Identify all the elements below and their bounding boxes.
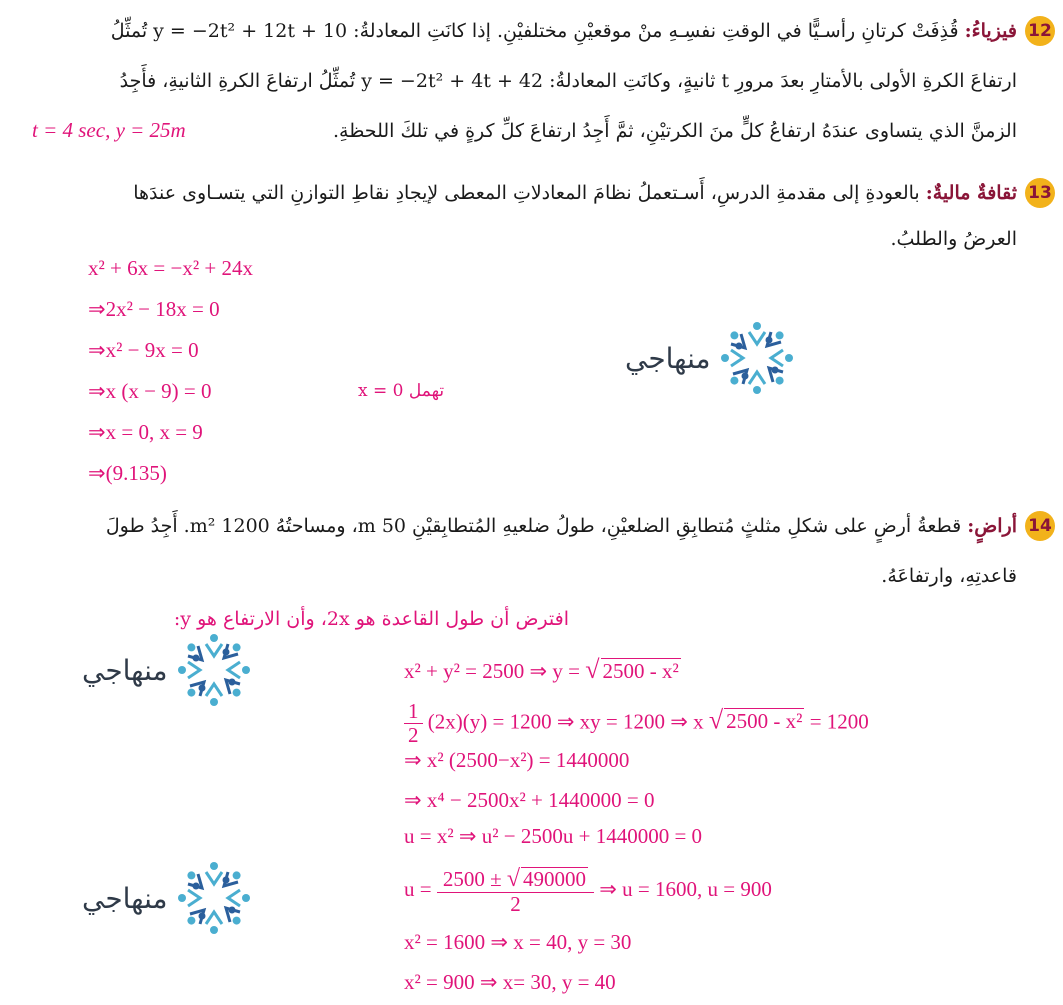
solution-note: تهمل x = 0 — [358, 381, 445, 401]
question-label: ثقافةٌ ماليةٌ: — [925, 182, 1017, 204]
numerator: 1 — [404, 700, 423, 724]
question-13-line-1 — [14, 182, 1017, 204]
brand-logo — [625, 318, 797, 398]
sqrt-icon: √ — [708, 705, 724, 735]
solution-step: x² = 1600 ⇒ x = 40, y = 30 — [404, 930, 632, 954]
solution-step: ⇒(9.135) — [88, 461, 167, 485]
logo-text: منهاجي — [82, 881, 168, 915]
logo-text: منهاجي — [625, 341, 711, 375]
denominator: 2 — [510, 892, 521, 917]
solution-step: u = x² ⇒ u² − 2500u + 1440000 = 0 — [404, 824, 703, 848]
step-text: ⇒ u = 1600, u = 900 — [599, 877, 772, 902]
fraction — [437, 866, 594, 916]
question-14-line-2: قاعدتِهِ، وارتفاعَهُ. — [881, 565, 1017, 587]
step-text: x² + y² = 2500 ⇒ y = — [404, 659, 580, 683]
solution-step — [404, 700, 869, 747]
denominator: 2 — [408, 723, 419, 748]
flower-logo-icon — [174, 630, 254, 710]
question-label: فيزياءُ: — [964, 20, 1017, 42]
question-12-line-2: ارتفاعَ الكرةِ الأولى بالأمتارِ بعدَ مرورِ t ثانيةٍ، وكانَتِ المعادلةُ: y = −2t² + 4t + 42 تُمثِّلُ ارتفاعَ الكرةِ الثانيةِ، فأَجِدُ — [119, 70, 1017, 92]
question-number-badge: 13 — [1025, 178, 1055, 208]
question-number-badge: 14 — [1025, 511, 1055, 541]
step-text: = 1200 — [809, 709, 869, 734]
sqrt-icon: √ — [585, 655, 600, 684]
solution-step: ⇒x = 0, x = 9 — [88, 420, 203, 444]
solution-step: ⇒ x⁴ − 2500x² + 1440000 = 0 — [404, 788, 655, 812]
radicand: 2500 - x² — [602, 659, 679, 683]
solution-assumption: افترض أن طول القاعدة هو 2x، وأن الارتفاع هو y: — [173, 608, 569, 630]
solution-step: ⇒ x² (2500−x²) = 1440000 — [404, 748, 630, 772]
question-13-line-2: العرضُ والطلبُ. — [890, 228, 1017, 250]
solution-step — [404, 866, 772, 916]
question-label: أراضٍ: — [967, 515, 1017, 537]
question-text: بالعودةِ إلى مقدمةِ الدرسِ، أَسـتعملُ نظامَ المعادلاتِ المعطى لإيجادِ نقاطِ التوازنِ التي يتسـاوى عندَها — [133, 182, 920, 204]
question-12-answer: t = 4 sec, y = 25m — [32, 118, 186, 142]
sqrt-icon: √ — [506, 866, 521, 892]
step-text: (2x)(y) = 1200 ⇒ xy = 1200 ⇒ x — [427, 709, 704, 734]
solution-step: x² + 6x = −x² + 24x — [88, 256, 253, 280]
solution-step — [404, 655, 681, 685]
question-14-line-1 — [14, 515, 1017, 537]
radicand: 2500 - x² — [726, 709, 803, 734]
solution-step: x² = 900 ⇒ x= 30, y = 40 — [404, 970, 616, 994]
solution-step: ⇒x² − 9x = 0 — [88, 338, 199, 362]
brand-logo — [82, 630, 254, 710]
step-text: u = — [404, 877, 432, 902]
question-text: الزمنَّ الذي يتساوى عندَهُ ارتفاعُ كلٍّ منَ الكرتيْنِ، ثمَّ أَجِدُ ارتفاعَ كلِّ كرةٍ في تلكَ اللحظةِ. — [333, 120, 1017, 142]
brand-logo — [82, 858, 254, 938]
question-text: قُذِفَتْ كرتانِ رأسـيًّا في الوقتِ نفسِـهِ منْ موقعيْنِ مختلفيْنِ. إذا كانَتِ المعادلةُ: y = −2t² + 12t + 10 تُمثِّلُ — [110, 20, 959, 42]
question-text: قطعةُ أرضٍ على شكلِ مثلثٍ مُتطابِقِ الضلعيْنِ، طولُ ضلعيهِ المُتطابِقيْنِ 50 m، ومساحتُهُ 1200 m². أَجِدُ طولَ — [105, 515, 962, 537]
logo-text: منهاجي — [82, 653, 168, 687]
fraction — [404, 700, 423, 747]
solution-step: ⇒x (x − 9) = 0 — [88, 379, 212, 403]
numerator: 2500 ± √ 490000 — [437, 866, 594, 893]
question-number-badge: 12 — [1025, 16, 1055, 46]
question-12-line-1 — [14, 20, 1017, 42]
flower-logo-icon — [174, 858, 254, 938]
solution-step: ⇒2x² − 18x = 0 — [88, 297, 220, 321]
flower-logo-icon — [717, 318, 797, 398]
